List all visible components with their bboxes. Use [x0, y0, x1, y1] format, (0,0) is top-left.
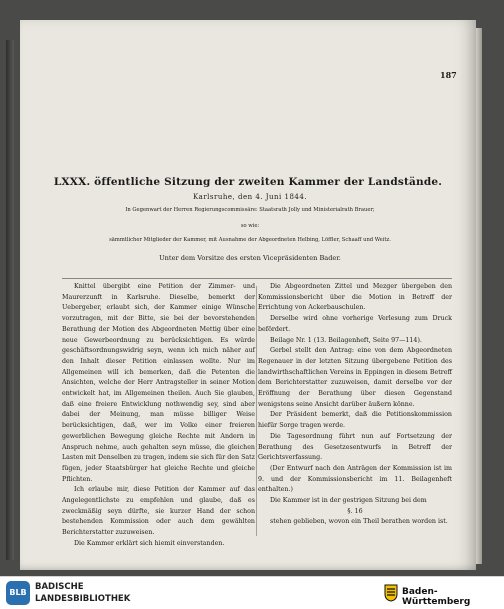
- state-name[interactable]: Baden-Württemberg: [402, 587, 471, 607]
- session-date: Karlsruhe, den 4. Juni 1844.: [192, 193, 308, 201]
- paragraph: Gerbel stellt den Antrag: eine von dem Abgeordneten Regenauer in der letzten Sitzung übergebene Petition des landwirthschaftlichen Vereins in Eppingen in diesem Betreff dem Berichterstatter zuzuweisen, damit derselbe vor der Eröffnung der Berathung über diesen Gegenstand wenigstens seine Ansicht darüber äußern könne.: [258, 347, 452, 408]
- footer-bar: [0, 576, 504, 609]
- right-column: [258, 282, 452, 528]
- paragraph: stehen geblieben, wovon ein Theil berathen worden ist.: [270, 518, 448, 526]
- paragraph: Knittel übergibt eine Petition der Zimmer- und Maurerzunft in Karlsruhe. Dieselbe, bemerkt der Uebergeber, erlaubt sich, der Kammer einige Wünsche vorzutragen, mit der Bitte, sie bei der bevorstehenden Berathung der Motion des Abgeordneten Mettig über eine neue Gewerbeordnung zu berücksichtigen. Es würde geschäftsordnungswidrig seyn, wenn ich mich näher auf den Inhalt dieser Petition einlassen wollte. Nur im Allgemeinen will ich bemerken, daß die Petenten die Ansichten, welche der Herr Antragsteller in seiner Motion entwickelt hat, im Allgemeinen theilen. Auch Sie glauben, daß eine freiere Entwicklung nothwendig sey, sind aber dabei der Meinung, man müsse billiger Weise berücksichtigen, daß, wer im Volke einer freieren gewerblichen Bewegung gleiche Rechte mit Andern in Anspruch nehme, auch gehalten seyn müsse, die gleichen Lasten mit Denselben zu tragen, indem sie sich für den Satz fügen, jeder Staatsbürger hat gleiche Rechte und gleiche Pflichten.: [62, 283, 255, 483]
- paragraph: Die Kammer ist in der gestrigen Sitzung bei dem: [270, 497, 427, 505]
- page-edge: [476, 28, 482, 564]
- left-column: [62, 282, 255, 550]
- paragraph: Die Tagesordnung führt nun auf Fortsetzung der Berathung des Gesetzesentwurfs in Betreff der Gerichtsverfassung.: [258, 432, 452, 462]
- members-line: sämmtlicher Mitglieder der Kammer, mit Ausnahme der Abgeordneten Helbing, Löffler, Schaaff und Weitz.: [109, 237, 391, 243]
- state-crest-icon[interactable]: [384, 584, 398, 602]
- book-binding: [6, 40, 14, 560]
- section-number: §. 16: [347, 507, 363, 515]
- paragraph: (Der Entwurf nach den Anträgen der Kommission ist im 9. und der Kommissionsbericht im 11. Beilagenheft enthalten.): [258, 464, 452, 494]
- paragraph: Die Abgeordneten Zittel und Mezger übergeben den Kommissionsbericht über die Motion in Betreff der Errichtung von Ackerbauschulen.: [258, 283, 452, 312]
- chair-line: Unter dem Vorsitze des ersten Vicepräsidenten Bader.: [159, 254, 341, 262]
- blb-logo-icon[interactable]: BLB: [6, 581, 30, 605]
- library-name-line2: LANDESBIBLIOTHEK: [35, 594, 131, 604]
- paragraph: Ich erlaube mir, diese Petition der Kammer auf das Angelegentlichste zu empfehlen und glaube, daß es zweckmäßig seyn dürfte, sie kurzer Hand der schon bestehenden Kommission oder auch dem gewählten Berichterstatter zuzuweisen.: [62, 486, 255, 537]
- session-title: LXXX. öffentliche Sitzung der zweiten Kammer der Landstände.: [53, 176, 443, 188]
- paragraph: Der Präsident bemerkt, daß die Petitionskommission hiefür Sorge tragen werde.: [258, 411, 452, 430]
- page-number: 187: [440, 70, 457, 80]
- sowie-line: so wie:: [240, 223, 260, 229]
- paragraph: Beilage Nr. 1 (13. Beilagenheft, Seite 97—114).: [270, 336, 422, 344]
- paragraph: Die Kammer erklärt sich hiemit einverstanden.: [74, 539, 225, 547]
- paragraph: Derselbe wird ohne vorherige Verlesung zum Druck befördert.: [258, 315, 452, 333]
- column-separator: [256, 286, 257, 536]
- header-divider: [62, 278, 452, 279]
- library-name[interactable]: [35, 581, 130, 605]
- book-page: [20, 20, 476, 570]
- presence-line: In Gegenwart der Herren Regierungscommissäre: Staatsrath Jolly und Ministerialrath Brauer;: [125, 207, 375, 213]
- library-name-line1: BADISCHE: [35, 582, 84, 592]
